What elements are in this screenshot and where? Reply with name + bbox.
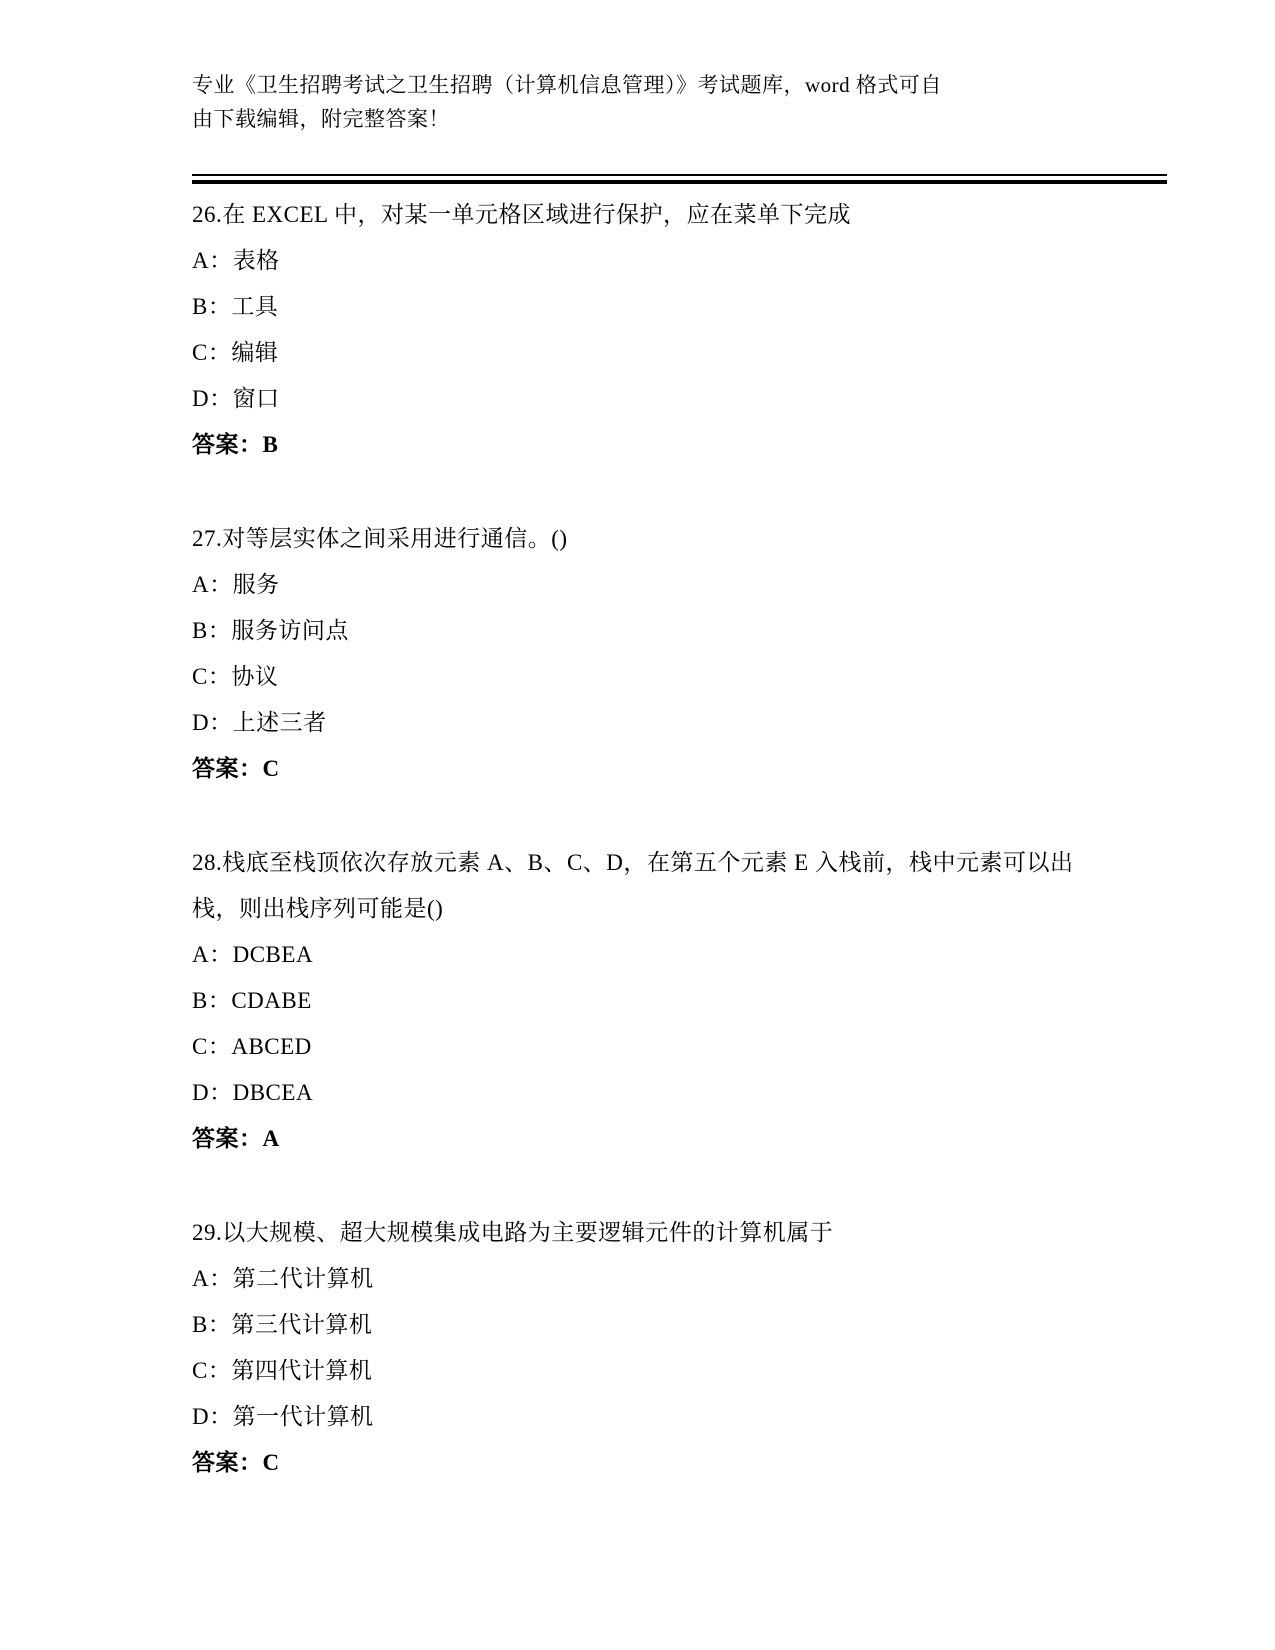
answer-label: 答案：	[192, 1126, 263, 1151]
option-d: D：上述三者	[192, 710, 327, 735]
answer-line	[192, 1116, 1175, 1162]
question-title: 26.在 EXCEL 中，对某一单元格区域进行保护，应在菜单下完成	[192, 202, 851, 227]
option-c: C：编辑	[192, 340, 279, 365]
answer-line	[192, 1440, 1175, 1486]
answer-value: A	[262, 1126, 280, 1151]
question-title: 28.栈底至栈顶依次存放元素 A、B、C、D，在第五个元素 E 入栈前，栈中元素可以出栈，则出栈序列可能是()	[192, 850, 1074, 921]
option-b: B：工具	[192, 294, 279, 319]
question-block-27	[192, 516, 1175, 792]
question-block-28	[192, 840, 1175, 1162]
option-a: A：表格	[192, 248, 280, 273]
header-text-line-2: 由下载编辑，附完整答案！	[192, 107, 450, 131]
header-divider	[192, 174, 1167, 184]
answer-value: C	[262, 1450, 280, 1475]
divider-thin-line	[192, 174, 1167, 176]
option-a: A：DCBEA	[192, 942, 314, 967]
answer-label: 答案：	[192, 756, 263, 781]
answer-line	[192, 746, 1175, 792]
question-list	[192, 192, 1175, 1486]
page-header	[192, 0, 1092, 136]
option-a: A：服务	[192, 572, 280, 597]
answer-label: 答案：	[192, 432, 263, 457]
option-b: B：CDABE	[192, 988, 312, 1013]
option-c: C：第四代计算机	[192, 1358, 373, 1383]
option-c: C：ABCED	[192, 1034, 312, 1059]
option-b: B：第三代计算机	[192, 1312, 373, 1337]
option-d: D：窗口	[192, 386, 280, 411]
question-block-26	[192, 192, 1175, 468]
header-text-line-1: 专业《卫生招聘考试之卫生招聘（计算机信息管理）》考试题库，word 格式可自	[192, 73, 942, 97]
answer-label: 答案：	[192, 1450, 263, 1475]
answer-line	[192, 422, 1175, 468]
answer-value: B	[262, 432, 279, 457]
option-a: A：第二代计算机	[192, 1266, 374, 1291]
divider-thick-line	[192, 180, 1167, 184]
question-title: 27.对等层实体之间采用进行通信。()	[192, 526, 568, 551]
question-title: 29.以大规模、超大规模集成电路为主要逻辑元件的计算机属于	[192, 1220, 834, 1245]
option-b: B：服务访问点	[192, 618, 349, 643]
option-d: D：第一代计算机	[192, 1404, 374, 1429]
option-d: D：DBCEA	[192, 1080, 314, 1105]
option-c: C：协议	[192, 664, 279, 689]
answer-value: C	[262, 756, 280, 781]
question-block-29	[192, 1210, 1175, 1486]
